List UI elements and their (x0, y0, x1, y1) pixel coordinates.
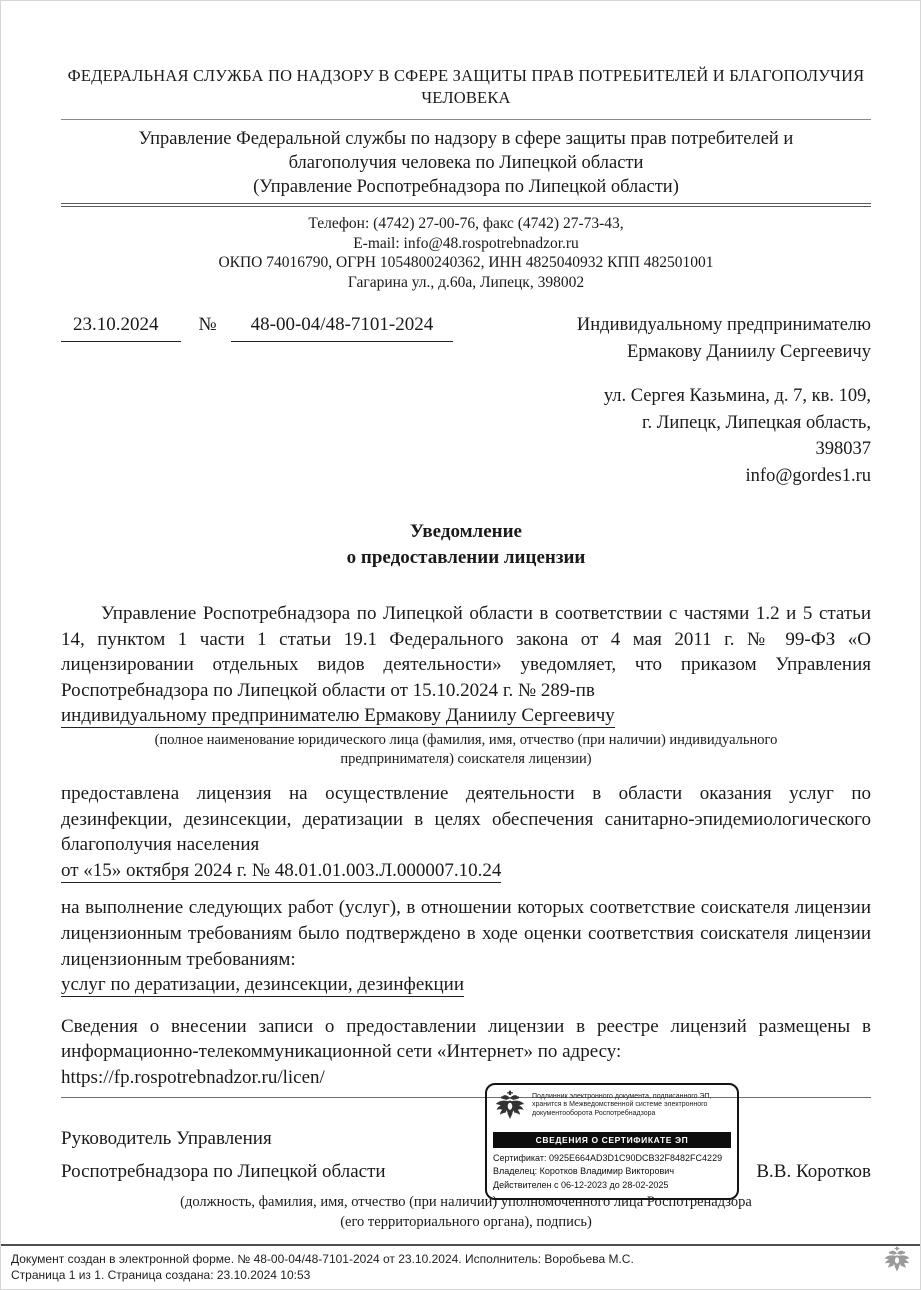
licensee-caption (61, 731, 871, 769)
signature-caption-line1: (должность, фамилия, имя, отчество (при наличии) уполномоченного лица Роспотренадзора (180, 1193, 752, 1210)
reference-left (61, 312, 453, 365)
footer-line2: Страница 1 из 1. Страница создана: 23.10.2024 10:53 (11, 1268, 311, 1282)
signature-section (61, 1092, 871, 1232)
stamp-validity: Действителен с 06-12-2023 до 28-02-2025 (493, 1179, 669, 1190)
licensee-caption-line1: (полное наименование юридического лица (фамилия, имя, отчество (при наличии) индивидуального (154, 731, 778, 748)
footer-line1: Документ создан в электронной форме. № 48-00-04/48-7101-2024 от 23.10.2024. Исполнитель: Воробьева М.С. (11, 1252, 634, 1266)
divider-double (61, 203, 871, 207)
address-street: ул. Сергея Казьмина, д. 7, кв. 109, (603, 386, 871, 406)
registry-url: https://fp.rospotrebnadzor.ru/licen/ (61, 1066, 325, 1088)
body-paragraph-1: Управление Роспотребнадзора по Липецкой области в соответствии с частями 1.2 и 5 статьи 14, пунктом 1 части 1 статьи 19.1 Федерального закона от 4 мая 2011 г. № 99-ФЗ «О лицензировании отдельных видов деятельности» уведомляет, что приказом Управления Роспотребнадзора по Липецкой области от 15.10.2024 г. № 289-пв (61, 603, 871, 701)
signer-name: В.В. Коротков (756, 1160, 871, 1182)
signer-position-line1: Руководитель Управления (61, 1127, 272, 1149)
stamp-certificate: Сертификат: 0925E664AD3D1C90DCB32F8482FC4229 (493, 1152, 723, 1163)
department-name (61, 127, 871, 199)
contact-block (61, 214, 871, 292)
licensee-underlined-row (61, 703, 871, 729)
reference-row (61, 312, 871, 365)
addressee-line2: Ермакову Даниилу Сергеевичу (627, 341, 871, 362)
body-paragraph-3: на выполнение следующих работ (услуг), в отношении которых соответствие соискателя лицензии лицензионным требованиям было подтверждено в ходе оценки соответствия соискателя лицензии лицензионным требованиям: (61, 897, 871, 970)
stamp-certificate-info (493, 1152, 731, 1193)
department-line3: (Управление Роспотребнадзора по Липецкой области) (253, 177, 679, 197)
licensee-name: индивидуальному предпринимателю Ермакову Даниилу Сергеевичу (61, 705, 615, 727)
signer-position (61, 1122, 386, 1188)
signature-divider (61, 1097, 871, 1098)
license-number: от «15» октября 2024 г. № 48.01.01.003.Л.000007.10.24 (61, 859, 502, 881)
licensee-caption-line2: предпринимателя) соискателя лицензии) (340, 750, 592, 767)
document-number: 48-00-04/48-7101-2024 (231, 314, 454, 342)
body-paragraph-4: Сведения о внесении записи о предоставлении лицензии в реестре лицензий размещены в информационно-телекоммуникационной сети «Интернет» по адресу: (61, 1015, 871, 1063)
addressee-line1: Индивидуальному предпринимателю (576, 315, 871, 335)
contact-address: Гагарина ул., д.60а, Липецк, 398002 (347, 273, 585, 291)
addressee-block (577, 312, 871, 365)
stamp-owner: Владелец: Коротков Владимир Викторович (493, 1166, 675, 1176)
services-underlined-row (61, 972, 871, 998)
org-header: ФЕДЕРАЛЬНАЯ СЛУЖБА ПО НАДЗОРУ В СФЕРЕ ЗАЩИТЫ ПРАВ ПОТРЕБИТЕЛЕЙ И БЛАГОПОЛУЧИЯ ЧЕЛОВЕКА (67, 66, 865, 107)
contact-phone: Телефон: (4742) 27-00-76, факс (4742) 27-73-43, (308, 215, 624, 232)
services-list: услуг по дератизации, дезинсекции, дезинфекции (61, 974, 464, 996)
document-title-line2: о предоставлении лицензии (346, 547, 586, 568)
stamp-description: Подлинник электронного документа, подписанного ЭП, хранится в Межведомственной системе электронного документооборота Роспотребнадзора (532, 1092, 712, 1117)
addressee-address (61, 383, 871, 489)
signature-caption-line2: (его территориального органа), подпись) (340, 1213, 592, 1230)
number-sign: № (198, 314, 217, 335)
footer-emblem-icon (882, 1246, 912, 1280)
signature-caption (61, 1192, 871, 1232)
document-title-line1: Уведомление (410, 521, 522, 542)
digital-signature-stamp (485, 1083, 739, 1201)
address-zip: 398037 (815, 439, 871, 459)
divider-top (61, 119, 871, 120)
stamp-bar-title: СВЕДЕНИЯ О СЕРТИФИКАТЕ ЭП (493, 1132, 731, 1148)
address-city: г. Липецк, Липецкая область, (642, 412, 871, 433)
body-paragraph-2: предоставлена лицензия на осуществление деятельности в области оказания услуг по дезинфекции, дезинсекции, дератизации в целях обеспечения санитарно-эпидемиологического благополучия населения (61, 782, 871, 856)
rospotrebnadzor-emblem-icon (493, 1090, 527, 1129)
document-title (61, 519, 871, 571)
address-email: info@gordes1.ru (745, 465, 871, 486)
signature-row (61, 1122, 871, 1188)
contact-email: E-mail: info@48.rospotrebnadzor.ru (353, 234, 579, 252)
document-date: 23.10.2024 (61, 314, 181, 342)
department-line2: благополучия человека по Липецкой области (288, 153, 644, 173)
stamp-top (493, 1090, 731, 1129)
page-footer (1, 1244, 920, 1283)
license-underlined-row (61, 858, 871, 884)
signer-position-line2: Роспотребнадзора по Липецкой области (61, 1160, 386, 1182)
department-line1: Управление Федеральной службы по надзору в сфере защиты прав потребителей и (138, 129, 794, 149)
contact-registry-codes: ОКПО 74016790, ОГРН 1054800240362, ИНН 4825040932 КПП 482501001 (218, 254, 714, 271)
